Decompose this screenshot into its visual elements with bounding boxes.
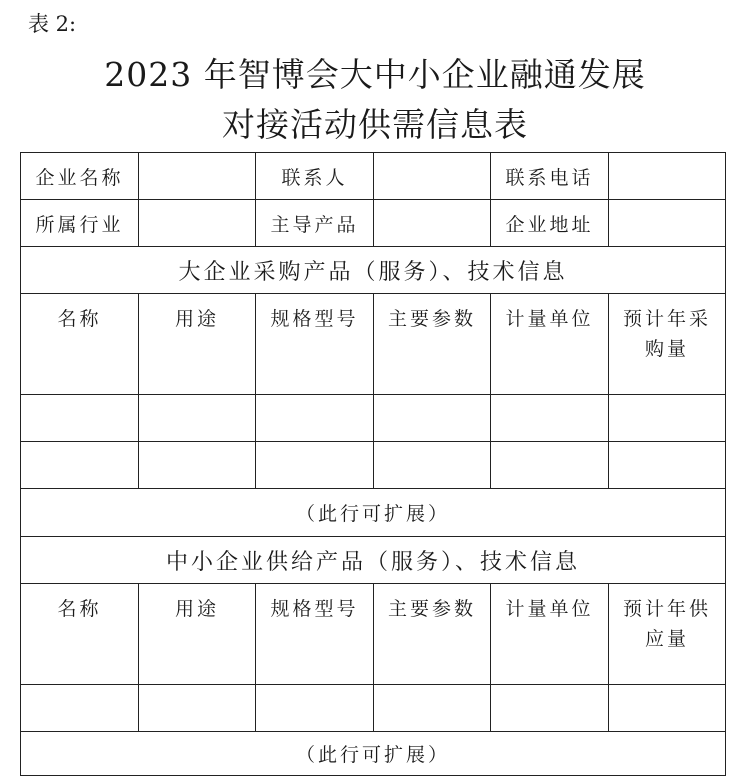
large-expand-note: （此行可扩展） (21, 489, 726, 537)
phone-label: 联系电话 (491, 153, 609, 200)
info-row-1 (21, 153, 726, 200)
small-section-title-row (21, 537, 726, 584)
blank-cell[interactable] (256, 685, 374, 732)
blank-cell[interactable] (139, 685, 256, 732)
small-header-annual-supply (609, 584, 726, 685)
address-field[interactable] (609, 200, 726, 247)
table-label: 表 2: (28, 12, 77, 36)
industry-field[interactable] (139, 200, 256, 247)
small-header-params: 主要参数 (374, 584, 491, 685)
blank-cell[interactable] (609, 395, 726, 442)
blank-cell[interactable] (374, 442, 491, 489)
large-header-name: 名称 (21, 294, 139, 395)
phone-field[interactable] (609, 153, 726, 200)
blank-cell[interactable] (21, 442, 139, 489)
contact-person-label: 联系人 (256, 153, 374, 200)
blank-cell[interactable] (374, 395, 491, 442)
large-expand-row (21, 489, 726, 537)
blank-cell[interactable] (21, 395, 139, 442)
info-row-2 (21, 200, 726, 247)
blank-cell[interactable] (609, 442, 726, 489)
large-section-title-row (21, 247, 726, 294)
blank-cell[interactable] (491, 395, 609, 442)
small-header-row (21, 584, 726, 685)
large-section-title: 大企业采购产品（服务）、技术信息 (21, 247, 726, 294)
large-blank-row (21, 442, 726, 489)
large-header-annual-purchase (609, 294, 726, 395)
small-header-annual-supply-line2: 应量 (644, 628, 689, 650)
large-header-purpose: 用途 (139, 294, 256, 395)
small-expand-note: （此行可扩展） (21, 732, 726, 776)
small-header-annual-supply-line1: 预计年供 (622, 598, 711, 620)
supply-demand-form-table (20, 152, 726, 776)
small-header-unit: 计量单位 (491, 584, 609, 685)
contact-person-field[interactable] (374, 153, 491, 200)
company-name-field[interactable] (139, 153, 256, 200)
blank-cell[interactable] (139, 442, 256, 489)
main-product-label: 主导产品 (256, 200, 374, 247)
address-label: 企业地址 (491, 200, 609, 247)
blank-cell[interactable] (491, 442, 609, 489)
blank-cell[interactable] (256, 395, 374, 442)
small-header-purpose: 用途 (139, 584, 256, 685)
blank-cell[interactable] (491, 685, 609, 732)
large-header-params: 主要参数 (374, 294, 491, 395)
large-header-spec: 规格型号 (256, 294, 374, 395)
blank-cell[interactable] (21, 685, 139, 732)
blank-cell[interactable] (139, 395, 256, 442)
small-section-title: 中小企业供给产品（服务）、技术信息 (21, 537, 726, 584)
large-header-annual-purchase-line2: 购量 (644, 338, 689, 360)
small-expand-row (21, 732, 726, 776)
large-blank-row (21, 395, 726, 442)
form-title-line2: 对接活动供需信息表 (222, 105, 528, 144)
industry-label: 所属行业 (21, 200, 139, 247)
small-header-name: 名称 (21, 584, 139, 685)
large-header-unit: 计量单位 (491, 294, 609, 395)
large-header-annual-purchase-line1: 预计年采 (622, 308, 711, 330)
form-title-line1: 2023 年智博会大中小企业融通发展 (104, 55, 646, 94)
small-header-spec: 规格型号 (256, 584, 374, 685)
blank-cell[interactable] (256, 442, 374, 489)
small-blank-row (21, 685, 726, 732)
large-header-row (21, 294, 726, 395)
company-name-label: 企业名称 (21, 153, 139, 200)
blank-cell[interactable] (374, 685, 491, 732)
main-product-field[interactable] (374, 200, 491, 247)
blank-cell[interactable] (609, 685, 726, 732)
